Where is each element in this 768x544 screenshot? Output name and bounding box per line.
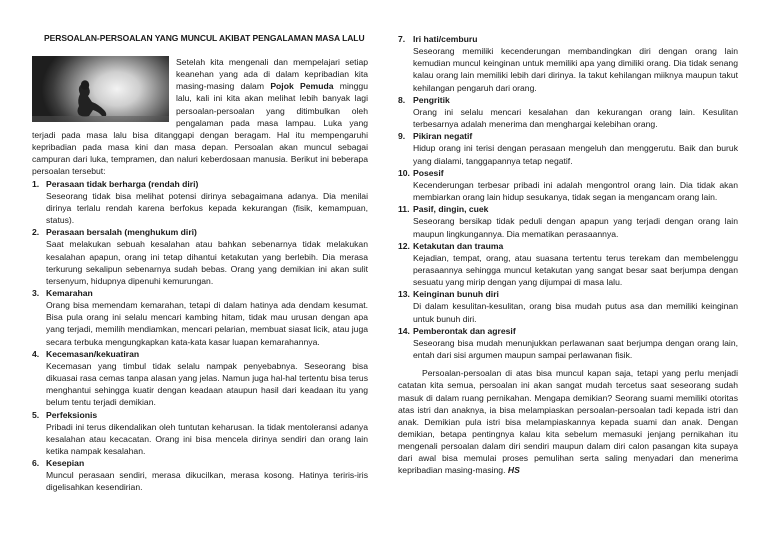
item-heading: Iri hati/cemburu xyxy=(413,34,478,44)
list-item: 4. Kecemasan/kekuatiran Kecemasan yang timbul tidak selalu nampak penyebabnya. Seseorang bisa dikuasai rasa cemas tanpa alasan yang jelas. Namun juga hal-hal tertentu bisa terus menghantui sehingga kuatir dengan keadaan ataupun hasil dari keadaan itu yang belum tentu terjadi demikian. xyxy=(32,348,368,408)
list-item: 6. Kesepian Muncul perasaan sendiri, merasa dikucilkan, merasa kosong. Hatinya teriris-iris digelisahkan kesendirian. xyxy=(32,458,368,493)
article-title: PERSOALAN-PERSOALAN YANG MUNCUL AKIBAT PENGALAMAN MASA LALU xyxy=(44,33,365,43)
item-heading: Pemberontak dan agresif xyxy=(413,325,516,336)
item-text: Pribadi ini terus dikendalikan oleh tuntutan keharusan. Ia tidak mentoleransi adanya kesalahan atau kecacatan. Orang ini bisa mencela dirinya sendiri dan orang lain ketika nampak kesalahan. xyxy=(46,421,368,456)
item-heading: Kesepian xyxy=(46,458,85,469)
item-heading: Kecemasan/kekuatiran xyxy=(46,348,140,359)
list-item: 7. Iri hati/cemburu Seseorang memiliki kecenderungan membandingkan diri dengan orang lain kemudian muncul keinginan untuk memiliki apa yang dimiliki orang. Dia tidak senang kalau orang lain memiliki lebih dari dirinya. Ia takut kehilangan miiknya maupun takut kehilangan pengaruh dari orang. xyxy=(398,34,738,93)
intro-paragraph: Setelah kita mengenali dan mempelajari setiap keanehan yang ada di dalam kepribadian kita masing-masing dalam Pojok Pemuda minggu lalu, kali ini kita akan melihat lebih banyak lagi persoalan-persoalan yang ditimbulkan oleh pengalaman pada masa lampau. Luka yang terjadi pada masa lalu bisa ditanggapi dengan beragam. Hal itu mempengaruhi kepribadian pada masa kini dan masa depan. Persoalan akan muncul sebagai campuran dari luka, tempramen, dan naluri keberdosaan manusia. Berikut ini beberapa persoalan tersebut: xyxy=(32,57,368,177)
closing-paragraph: Persoalan-persoalan di atas bisa muncul kapan saja, tetapi yang perlu menjadi catatan kita semua, persoalan ini akan sangat mudah tercetus saat seseorang sudah masuk di dalam ruang pernikahan. Mengapa demikian? Seorang suami memiliki otoritas atas istri dan anaknya, ia bisa melampiaskan persoalan-persoalan tadi kepada istri dan anak. Demikian pula istri bisa melampiaskannya kepada suami dan anak. Dengan demikian, betapa pentingnya kalau kita sebelum memasuki jenjang pernikahan itu mengenali persoalan dalam diri sendiri maupun dalam diri calon pasangan kita supaya dari awal bisa memulai proses pemulihan serta saling menyadari dan menerima kepribadian masing-masing. HS xyxy=(398,368,738,476)
list-item: 5. Perfeksionis Pribadi ini terus dikendalikan oleh tuntutan keharusan. Ia tidak mentoleransi adanya kesalahan atau kecacatan. Orang ini bisa mencela dirinya sendiri dan orang lain ketika nampak kesalahan. xyxy=(32,409,368,456)
list-item: 12. Ketakutan dan trauma Kejadian, tempat, orang, atau suasana tertentu terus terekam dan membelenggu perasaannya sehingga muncul ketakutan yang sangat besar saat berjumpa dengan sesuatu yang mirip dengan yang dijumpai di masa lalu. xyxy=(398,240,738,288)
item-heading: Perfeksionis xyxy=(46,409,98,420)
item-text: Saat melakukan sebuah kesalahan atau bahkan sebenarnya tidak melakukan kesalahan apapun, orang ini tetap dihantui ketakutan yang berlebih. Dia merasa terkurung sekalipun sebenarnya sudah bebas. Orang yang demikian ini akan sulit tersenyum, hidupnya dipenuhi kemurungan. xyxy=(46,239,368,286)
item-text: Orang bisa memendam kemarahan, tetapi di dalam hatinya ada dendam kesumat. Bisa pula orang ini selalu mencari kambing hitam, tidak mau urusan dengan apa yang terjadi, memilih mendiamkan, mencari pelarian, membuat siasat licik, atau juga secara terbuka mengungkapkan kata-kata kasar luapan kemarahannya. xyxy=(46,300,368,347)
item-text: Seseorang memiliki kecenderungan membandingkan diri dengan orang lain kemudian muncul keinginan untuk memiliki apa yang dimiliki orang. Dia tidak senang kalau orang lain memiliki lebih dari dirinya. Ia takut kehilangan miiknya maupun takut kehilangan pengaruh dari orang. xyxy=(413,46,738,93)
list-item: 9. Pikiran negatif Hidup orang ini terisi dengan perasaan mengeluh dan menggerutu. Baik dan buruk yang dialami, tanggapannya tetap negatif. xyxy=(398,131,738,166)
list-item: 13. Keinginan bunuh diri Di dalam kesulitan-kesulitan, orang bisa mudah putus asa dan memiliki keinginan untuk bunuh diri. xyxy=(398,289,738,324)
item-text: Kecemasan yang timbul tidak selalu nampak penyebabnya. Seseorang bisa dikuasai rasa cemas tanpa alasan yang jelas. Namun juga hal-hal tertentu bisa terus menghantui sehingga kuatir dengan keadaan ataupun hasil dari keadaan itu yang belum tentu terjadi demikian. xyxy=(46,360,368,408)
list-item: 3. Kemarahan Orang bisa memendam kemarahan, tetapi di dalam hatinya ada dendam kesumat. Bisa pula orang ini selalu mencari kambing hitam, tidak mau urusan dengan apa yang terjadi, memilih mendiamkan, mencari pelarian, membuat siasat licik, atau juga secara terbuka mengungkapkan kata-kata kasar luapan kemarahannya. xyxy=(32,287,368,347)
item-heading: Ketakutan dan trauma xyxy=(413,240,504,251)
item-text: Seseorang bersikap tidak peduli dengan apapun yang terjadi dengan orang lain maupun lingkungannya. Dia mematikan perasaannya. xyxy=(413,216,738,239)
item-text: Kejadian, tempat, orang, atau suasana tertentu terus terekam dan membelenggu perasaannya sehingga muncul ketakutan yang sangat besar saat berjumpa dengan sesuatu yang mirip dengan yang dijumpai di masa lalu. xyxy=(413,252,738,288)
list-item: 10. Posesif Kecenderungan terbesar pribadi ini adalah mengontrol orang lain. Dia tidak akan membiarkan orang lain hidup sesukanya, tidak segan ia mengancam orang lain. xyxy=(398,167,738,203)
item-text: Orang ini selalu mencari kesalahan dan kekurangan orang lain. Kesulitan terbesarnya adalah menerima dan menghargai kelebihan orang. xyxy=(413,106,738,130)
item-heading: Posesif xyxy=(413,167,444,178)
item-heading: Perasaan tidak berharga (rendah diri) xyxy=(46,178,199,189)
item-heading: Kemarahan xyxy=(46,287,93,298)
item-text: Hidup orang ini terisi dengan perasaan mengeluh dan menggerutu. Baik dan buruk yang dialami, tanggapannya tetap negatif. xyxy=(413,143,738,166)
list-item: 2. Perasaan bersalah (menghukum diri) Saat melakukan sebuah kesalahan atau bahkan sebenarnya tidak melakukan kesalahan apapun, orang ini tetap dihantui ketakutan yang berlebih. Dia merasa terkurung sekalipun sebenarnya sudah bebas. Orang yang demikian ini akan sulit tersenyum, hidupnya dipenuhi kemurungan. xyxy=(32,227,368,286)
item-text: Di dalam kesulitan-kesulitan, orang bisa mudah putus asa dan memiliki keinginan untuk bunuh diri. xyxy=(413,301,738,324)
item-heading: Keinginan bunuh diri xyxy=(413,289,499,300)
list-item: 14. Pemberontak dan agresif Seseorang bisa mudah menunjukkan perlawanan saat berjumpa dengan orang lain, entah dari sisi argumen maupun sampai perlawanan fisik. xyxy=(398,325,738,361)
item-text: Seseorang tidak bisa melihat potensi dirinya sebagaimana adanya. Dia menilai dirinya terlalu rendah karena berfokus kepada kekurangan (fisik, kemampuan, status). xyxy=(46,190,368,226)
item-heading: Perasaan bersalah (menghukum diri) xyxy=(46,227,197,238)
item-heading: Pikiran negatif xyxy=(413,131,473,142)
intro-section xyxy=(32,0,368,178)
item-text: Muncul perasaan sendiri, merasa dikucilkan, merasa kosong. Hatinya teriris-iris digelisahkan kesendirian. xyxy=(46,470,368,493)
pojok-pemuda-highlight: Pojok Pemuda xyxy=(270,81,334,92)
left-column xyxy=(32,0,368,494)
item-heading: Pasif, dingin, cuek xyxy=(413,204,489,215)
list-item: 11. Pasif, dingin, cuek Seseorang bersikap tidak peduli dengan apapun yang terjadi dengan orang lain maupun lingkungannya. Dia mematikan perasaannya. xyxy=(398,204,738,239)
list-item: 8. Pengritik Orang ini selalu mencari kesalahan dan kekurangan orang lain. Kesulitan terbesarnya adalah menerima dan menghargai kelebihan orang. xyxy=(398,94,738,130)
item-text: Seseorang bisa mudah menunjukkan perlawanan saat berjumpa dengan orang lain, entah dari sisi argumen maupun sampai perlawanan fisik. xyxy=(413,337,738,361)
list-item: 1. Perasaan tidak berharga (rendah diri) Seseorang tidak bisa melihat potensi dirinya sebagaimana adanya. Dia menilai dirinya terlalu rendah karena berfokus kepada kekurangan (fisik, kemampuan, status). xyxy=(32,178,368,226)
problem-list-left xyxy=(32,178,368,494)
problem-list-right xyxy=(398,33,738,361)
item-text: Kecenderungan terbesar pribadi ini adalah mengontrol orang lain. Dia tidak akan membiarkan orang lain hidup sesukanya, tidak segan ia mengancam orang lain. xyxy=(413,179,738,203)
item-heading: Pengritik xyxy=(413,94,450,105)
person-sitting-in-tunnel-icon xyxy=(32,56,169,122)
author-signature: HS xyxy=(507,465,520,476)
right-column xyxy=(398,33,738,477)
